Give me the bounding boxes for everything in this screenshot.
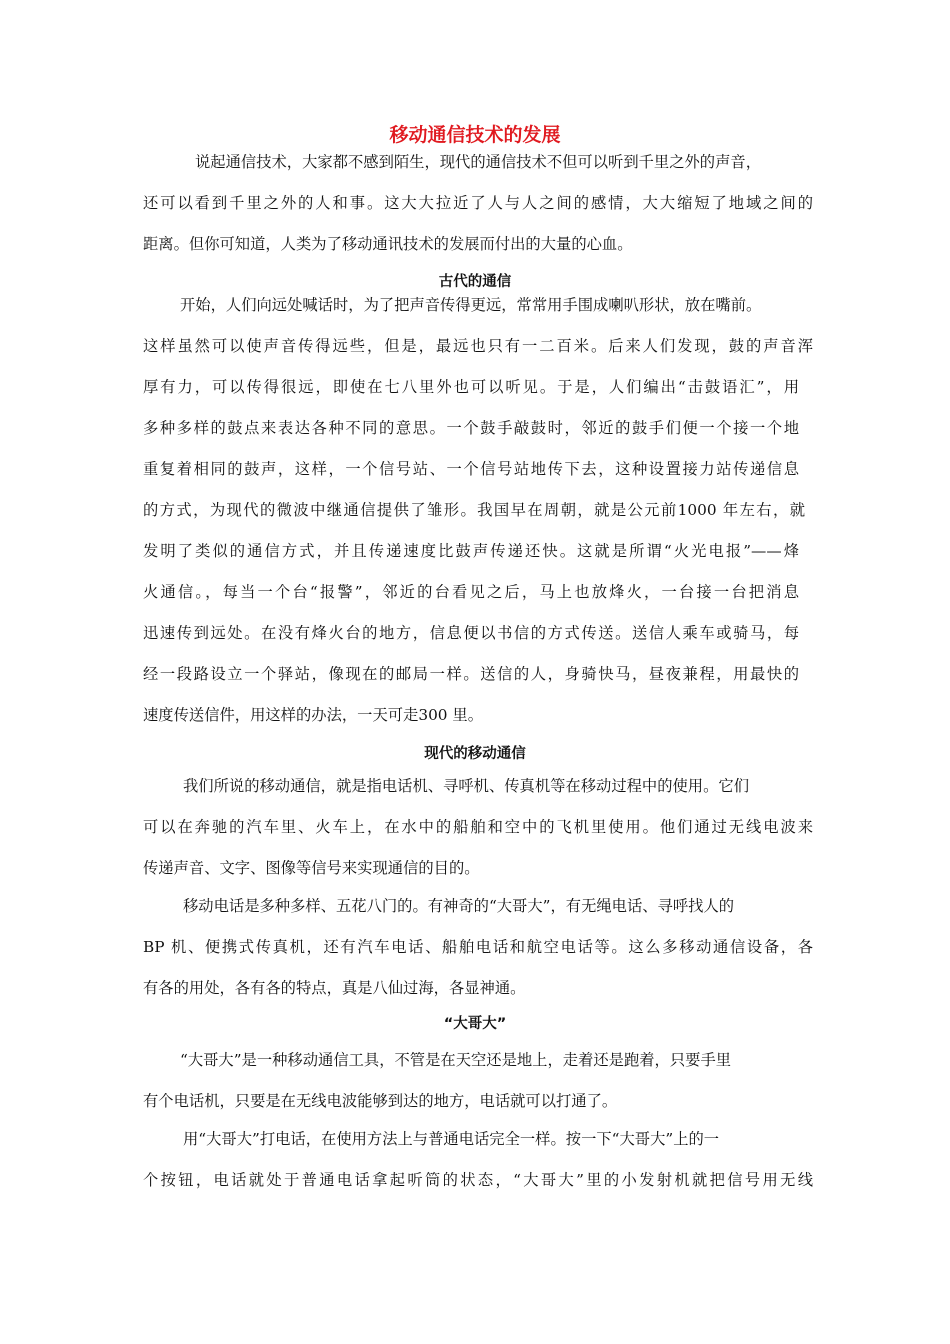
paragraph-line: 厚有力，可以传得很远，即使在七八里外也可以听见。于是，人们编出“击鼓语汇”，用 — [143, 378, 799, 396]
section-heading-modern: 现代的移动通信 — [424, 746, 526, 762]
paragraph-line: 火通信。，每当一个台“报警”，邻近的台看见之后，马上也放烽火，一台接一台把消息 — [143, 583, 799, 601]
paragraph-line: 移动电话是多种多样、五花八门的。有神奇的“大哥大”，有无绳电话、寻呼找人的 — [183, 897, 735, 915]
section-heading-dageda: “大哥大” — [443, 1016, 507, 1032]
paragraph-line: 我们所说的移动通信，就是指电话机、寻呼机、传真机等在移动过程中的使用。它们 — [183, 777, 749, 795]
section-heading-ancient: 古代的通信 — [438, 274, 512, 290]
paragraph-line: 传递声音、文字、图像等信号来实现通信的目的。 — [143, 859, 480, 877]
paragraph-line: 有各的用处，各有各的特点，真是八仙过海，各显神通。 — [143, 979, 526, 997]
paragraph-line: 重复着相同的鼓声，这样，一个信号站、一个信号站地传下去，这种设置接力站传递信息 — [143, 460, 799, 478]
paragraph-line: 可以在奔驰的汽车里、火车上，在水中的船舶和空中的飞机里使用。他们通过无线电波来 — [143, 818, 813, 836]
paragraph-line: 说起通信技术，大家都不感到陌生，现代的通信技术不但可以听到千里之外的声音， — [195, 153, 761, 171]
paragraph-line: 迅速传到远处。在没有烽火台的地方，信息便以书信的方式传送。送信人乘车或骑马，每 — [143, 624, 799, 642]
paragraph-line: 的方式，为现代的微波中继通信提供了雏形。我国早在周朝，就是公元前1000 年左右，就 — [143, 501, 805, 519]
paragraph-line: “大哥大”是一种移动通信工具，不管是在天空还是地上，走着还是跑着，只要手里 — [180, 1051, 732, 1069]
paragraph-line: 个按钮，电话就处于普通电话拿起听筒的状态，“大哥大”里的小发射机就把信号用无线 — [143, 1171, 813, 1189]
document-title: 移动通信技术的发展 — [389, 124, 561, 146]
paragraph-line: 距离。但你可知道，人类为了移动通讯技术的发展而付出的大量的心血。 — [143, 235, 633, 253]
paragraph-line: 还可以看到千里之外的人和事。这大大拉近了人与人之间的感情，大大缩短了地域之间的 — [143, 194, 813, 212]
paragraph-line: 用“大哥大”打电话，在使用方法上与普通电话完全一样。按一下“大哥大”上的一 — [183, 1130, 720, 1148]
paragraph-line: 发明了类似的通信方式，并且传递速度比鼓声传递还快。这就是所谓“火光电报”——烽 — [143, 542, 799, 560]
paragraph-line: 经一段路设立一个驿站，像现在的邮局一样。送信的人，身骑快马，昼夜兼程，用最快的 — [143, 665, 799, 683]
paragraph-line: 开始，人们向远处喊话时，为了把声音传得更远，常常用手围成喇叭形状，放在嘴前。 — [180, 296, 762, 314]
paragraph-line: BP 机、便携式传真机，还有汽车电话、船舶电话和航空电话等。这么多移动通信设备，各 — [143, 938, 813, 956]
paragraph-line: 这样虽然可以使声音传得远些，但是，最远也只有一二百米。后来人们发现，鼓的声音浑 — [143, 337, 813, 355]
paragraph-line: 速度传送信件，用这样的办法，一天可走300 里。 — [143, 706, 483, 724]
paragraph-line: 有个电话机，只要是在无线电波能够到达的地方，电话就可以打通了。 — [143, 1092, 618, 1110]
paragraph-line: 多种多样的鼓点来表达各种不同的意思。一个鼓手敲鼓时，邻近的鼓手们便一个接一个地 — [143, 419, 799, 437]
